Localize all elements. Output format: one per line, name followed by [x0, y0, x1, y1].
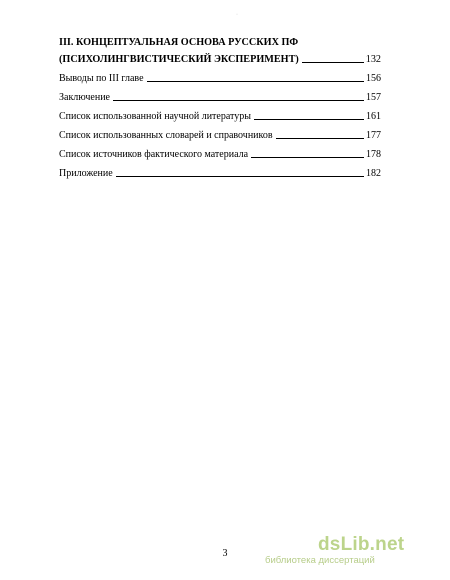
toc-entry-title: III. КОНЦЕПТУАЛЬНАЯ ОСНОВА РУССКИХ ПФ — [59, 37, 299, 48]
toc-entry-literature — [59, 108, 381, 122]
toc-leader-line — [276, 138, 364, 139]
toc-leader-line — [302, 62, 364, 63]
page-number: 3 — [222, 548, 228, 559]
top-mark: · — [236, 12, 238, 18]
toc-leader-line — [116, 176, 364, 177]
toc-leader-line — [147, 81, 364, 82]
toc-entry-title: (ПСИХОЛИНГВИСТИЧЕСКИЙ ЭКСПЕРИМЕНТ) — [59, 54, 299, 65]
toc-entry-dictionaries — [59, 127, 381, 141]
toc-entry-chapter-3 — [59, 51, 381, 65]
logo-prefix: ds — [318, 534, 341, 555]
toc-entry-title: Выводы по III главе — [59, 73, 144, 84]
toc-entry-conclusion — [59, 89, 381, 103]
toc-entry-conclusions-ch3 — [59, 70, 381, 84]
toc-entry-title: Список источников фактического материала — [59, 149, 249, 160]
toc-entry-page: 182 — [366, 168, 381, 179]
toc-entry-title: Заключение — [59, 92, 110, 103]
dslib-watermark — [265, 534, 448, 566]
toc-entry-title: Список использованных словарей и справочников — [59, 130, 273, 141]
toc-entry-page: 161 — [366, 111, 381, 122]
logo-suffix: Lib.net — [340, 534, 405, 555]
toc-entry-page: 156 — [366, 73, 381, 84]
toc-leader-line — [251, 157, 364, 158]
toc-entry-page: 132 — [365, 54, 381, 65]
toc-leader-line — [113, 100, 364, 101]
toc-leader-line — [254, 119, 364, 120]
toc-entry-appendix — [59, 165, 381, 179]
toc-entry-sources — [59, 146, 381, 160]
toc-entry-page: 178 — [366, 149, 381, 160]
toc-entry-page: 177 — [366, 130, 381, 141]
dslib-logo — [318, 535, 448, 555]
watermark-tagline: библиотека диссертаций — [265, 555, 375, 566]
table-of-contents — [59, 34, 381, 184]
toc-entry-title: Список использованной научной литературы — [59, 111, 252, 122]
toc-heading-line-1 — [59, 34, 381, 48]
toc-entry-title: Приложение — [59, 168, 113, 179]
toc-entry-page: 157 — [366, 92, 381, 103]
